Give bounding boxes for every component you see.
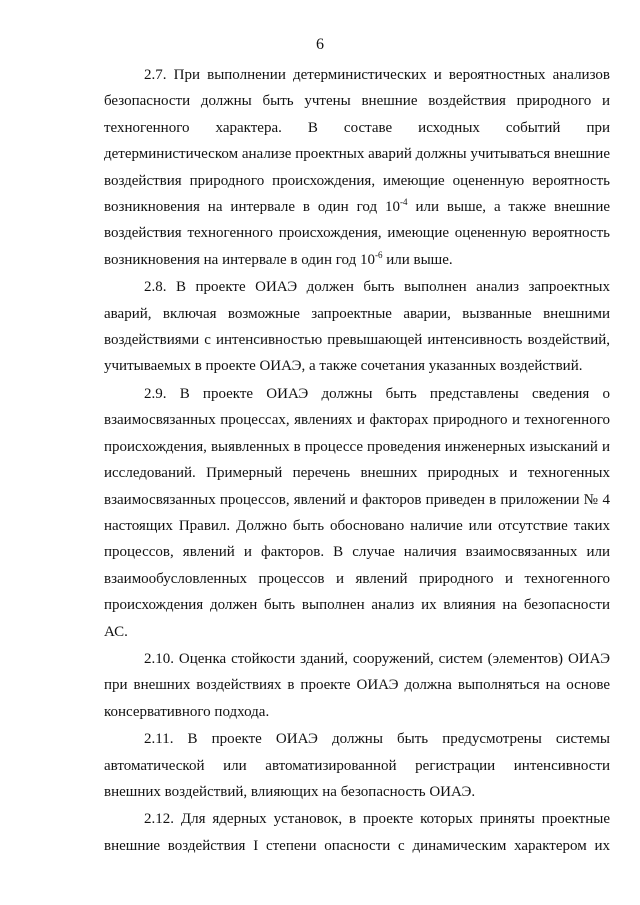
probability-value-1 <box>385 199 408 215</box>
paragraph-2-12: 2.12. Для ядерных установок, в проекте которых приняты проектные внешние воздействия I степени опасности с динамическим характером их <box>104 811 610 854</box>
probability-exponent-2: -6 <box>374 249 383 260</box>
probability-base-2: 10 <box>359 251 375 268</box>
probability-base-1: 10 <box>385 199 401 216</box>
paragraph-2-11: 2.11. В проекте ОИАЭ должны быть предусмотрены системы автоматической или автоматизированной регистрации интенсивности внешних воздействий, влияющих на безопасность ОИАЭ. <box>104 731 610 800</box>
paragraph-2-10: 2.10. Оценка стойкости зданий, сооружений, систем (элементов) ОИАЭ при внешних воздействиях в проекте ОИАЭ должна выполняться на основе консервативного подхода. <box>104 650 610 720</box>
probability-value-2 <box>359 249 383 268</box>
paragraph-2-9: 2.9. В проекте ОИАЭ должны быть представлены сведения о взаимосвязанных процессах, явлениях и факторах природного и техногенного происхождения, выявленных в процессе проведения инженерных изысканий и исследований. Примерный перечень внешних природных и техногенных взаимосвязанных процессов, явлений и факторов приведен в приложении № 4 настоящих Правил. Должно быть обосновано наличие или отсутствие таких процессов, явлений и факторов. В случае наличия взаимосвязанных или взаимообусловленных процессов и явлений природного и техногенного происхождения должен быть выполнен анализ их влияния на безопасности АС. <box>104 385 610 640</box>
paragraph-2-7-text-c: или выше. <box>386 251 453 268</box>
paragraph-2-8: 2.8. В проекте ОИАЭ должен быть выполнен анализ запроектных аварий, включая возможные запроектные аварии, вызванные внешними воздействиями с интенсивностью превышающей интенсивность воздействий, учитываемых в проекте ОИАЭ, а также сочетания указанных воздействий. <box>104 279 610 375</box>
paragraph-2-7-text-b: или выше, а также внешние воздействия техногенного происхождения, имеющие оцененную вероятность возникновения на интервале в один год <box>104 199 611 268</box>
paragraph-2-7 <box>104 62 610 273</box>
paragraph-2-7-text-a: 2.7. При выполнении детерминистических и вероятностных анализов безопасности должны быть учтены внешние воздействия природного и техногенного характера. В составе исходных событий при детерминистическом анализе проектных аварий должны учитываться внешние воздействия природного происхождения, имеющие оцененную вероятность возникновения на интервале в один год <box>104 67 610 216</box>
probability-exponent-1: -4 <box>400 197 408 208</box>
document-body <box>104 62 610 859</box>
page-number: 6 <box>316 36 324 53</box>
